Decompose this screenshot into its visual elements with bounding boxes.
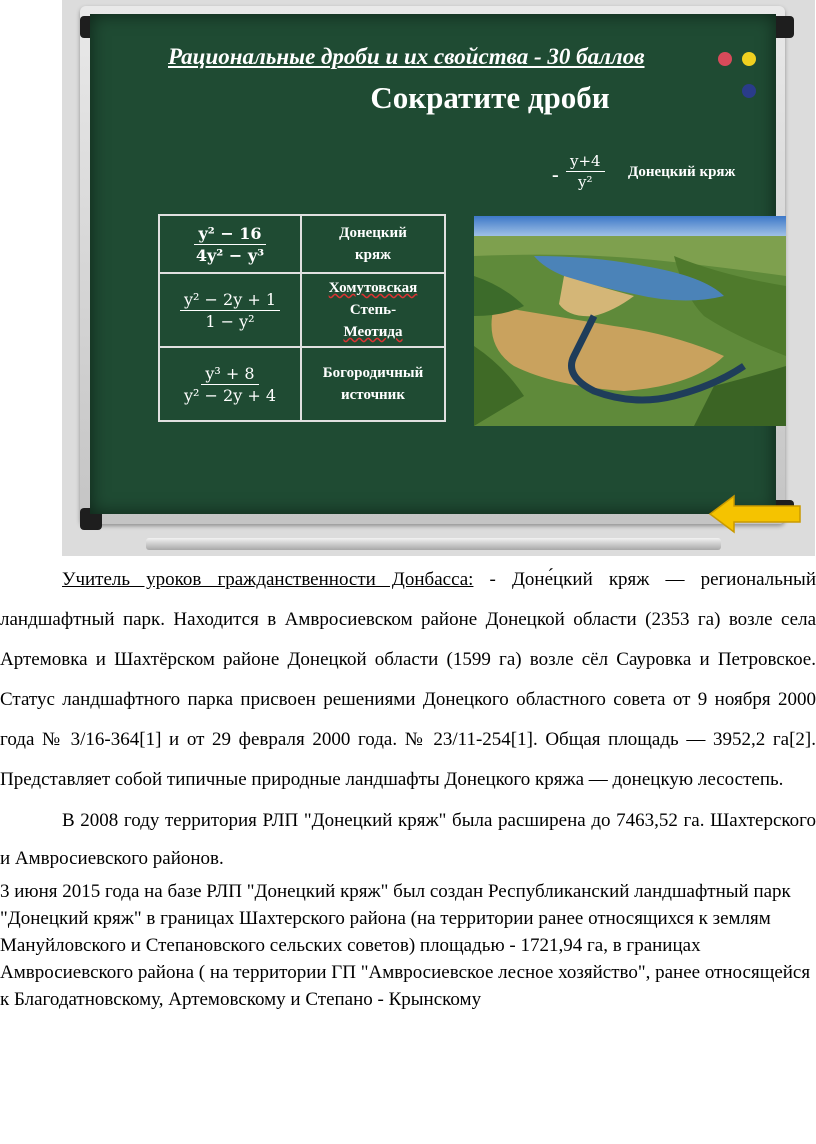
paragraph-park-description (0, 560, 816, 800)
table-row (159, 273, 445, 347)
yellow-magnet-icon (742, 52, 756, 66)
fraction-numerator: y² − 16 (194, 224, 265, 245)
fraction-numerator: y³ + 8 (201, 364, 258, 385)
paragraph-body: - Доне́цкий кряж — региональный ландшафтный парк. Находится в Амвросиевском районе Донецкой области (2353 га) возле села Артемовка и Шахтёрском районе Донецкой области (1599 га) возле сёл Сауровка и Петровское. Статус ландшафтного парка присвоен решениями Донецкого областного совета от 9 ноября 2000 года № 3/16-364[1] и от 29 февраля 2000 года. № 23/11-254[1]. Общая площадь — 3952,2 га[2]. Представляет собой типичные природные ландшафты Донецкого кряжа — донецкую лесостепь. (0, 569, 816, 790)
fraction-cell (159, 273, 301, 347)
chalk-tray (146, 538, 721, 550)
paragraph-expansion: В 2008 году территория РЛП "Донецкий кряж" была расширена до 7463,52 га. Шахтерского и Амвросиевского районов. (0, 810, 816, 869)
answer-fraction-value (566, 152, 605, 191)
fraction-numerator: y² − 2y + 1 (180, 290, 280, 311)
paragraph-lead: Учитель уроков гражданственности Донбасса: (62, 569, 474, 590)
landscape-photo (474, 216, 786, 426)
fraction-cell (159, 347, 301, 421)
article-text (0, 560, 816, 1013)
slide-heading: Рациональные дроби и их свойства - 30 баллов (168, 44, 645, 69)
red-magnet-icon (718, 52, 732, 66)
place-name-cell (301, 215, 445, 273)
back-arrow-icon[interactable] (708, 494, 802, 534)
table-row (159, 215, 445, 273)
place-name-line: Донецкий (339, 225, 407, 241)
fractions-table (158, 214, 446, 422)
answer-numerator: y+4 (566, 152, 605, 172)
answer-sign: - (552, 164, 559, 186)
fraction-cell (159, 215, 301, 273)
chalkboard (90, 14, 776, 514)
place-name-line: Хомутовская (328, 280, 418, 296)
fraction-denominator: 4y² − y³ (195, 245, 265, 265)
blue-magnet-icon (742, 84, 756, 98)
place-name-line: источник (341, 387, 405, 403)
place-name-line: Богородичный (322, 365, 424, 381)
answer-denominator: y² (578, 173, 593, 191)
fraction-denominator: 1 − y² (205, 311, 255, 331)
place-name-line: Меотида (343, 324, 403, 340)
table-row (159, 347, 445, 421)
paragraph-republic-park: 3 июня 2015 года на базе РЛП "Донецкий кряж" был создан Республиканский ландшафтный парк "Донецкий кряж" в границах Шахтерского района (на территории ранее относящихся к землям Мануйловского и Степановского сельских советов) площадью - 1721,94 га, в границах Амвросиевского района ( на территории ГП "Амвросиевское лесное хозяйство", ранее относящейся к Благодатновскому, Артемовскому и Степано - Крынскому (0, 881, 811, 1010)
place-name-line: Степь- (349, 302, 397, 318)
landscape-illustration (474, 216, 786, 426)
lesson-slide (62, 0, 815, 556)
fraction-denominator: y² − 2y + 4 (183, 385, 276, 405)
answer-label: Донецкий кряж (628, 164, 736, 180)
slide-title: Сократите дроби (370, 80, 610, 115)
place-name-cell (301, 347, 445, 421)
place-name-cell (301, 273, 445, 347)
place-name-line: кряж (355, 247, 391, 263)
